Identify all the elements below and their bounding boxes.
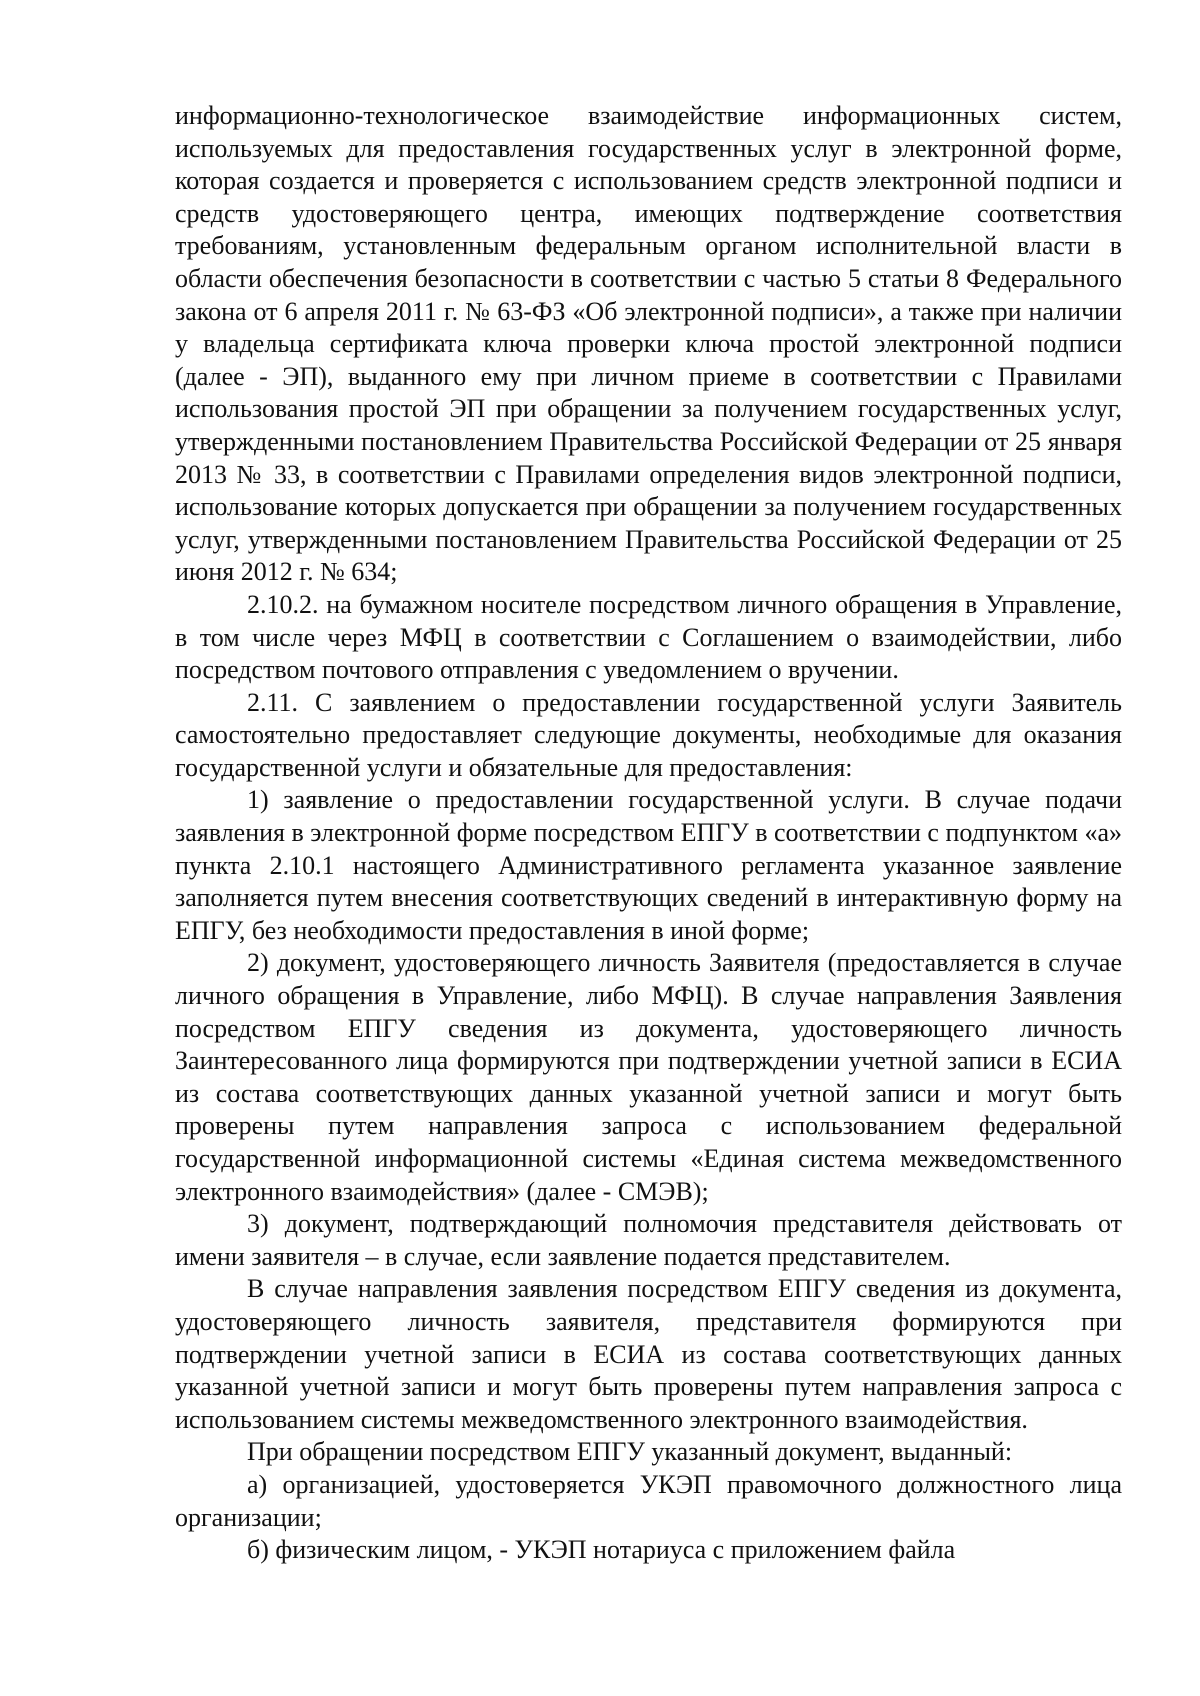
paragraph-epgu-identity: В случае направления заявления посредством ЕПГУ сведения из документа, удостоверяющего личность заявителя, представителя формируются при подтверждении учетной записи в ЕСИА из состава соответствующих данных указанной учетной записи и могут быть проверены путем направления запроса с использованием системы межведомственного электронного взаимодействия.	[175, 1274, 1122, 1434]
paragraph-2-11: 2.11. С заявлением о предоставлении государственной услуги Заявитель самостоятельно предоставляет следующие документы, необходимые для оказания государственной услуги и обязательные для предоставления:	[175, 687, 1122, 782]
paragraph-esign-continuation: информационно-технологическое взаимодействие информационных систем, используемых для предоставления государственных услуг в электронной форме, которая создается и проверяется с использованием средств электронной подписи и средств удостоверяющего центра, имеющих подтверждение соответствия требованиям, установленным федеральным органом исполнительной власти в области обеспечения безопасности в соответствии с частью 5 статьи 8 Федерального закона от 6 апреля 2011 г. № 63-ФЗ «Об электронной подписи», а также при наличии у владельца сертификата ключа проверки ключа простой электронной подписи (далее - ЭП), выданного ему при личном приеме в соответствии с Правилами использования простой ЭП при обращении за получением государственных услуг, утвержденными постановлением Правительства Российской Федерации от 25 января 2013 № 33, в соответствии с Правилами определения видов электронной подписи, использование которых допускается при обращении за получением государственных услуг, утвержденными постановлением Правительства Российской Федерации от 25 июня 2012 г. № 634;	[175, 101, 1122, 587]
list-item-2: 2) документ, удостоверяющего личность Заявителя (предоставляется в случае личного обращения в Управление, либо МФЦ). В случае направления Заявления посредством ЕПГУ сведения из документа, удостоверяющего личность Заинтересованного лица формируются при подтверждении учетной записи в ЕСИА из состава соответствующих данных указанной учетной записи и могут быть проверены путем направления запроса с использованием федеральной государственной информационной системы «Единая система межведомственного электронного взаимодействия» (далее - СМЭВ);	[175, 948, 1122, 1206]
list-item-3: 3) документ, подтверждающий полномочия представителя действовать от имени заявителя – в случае, если заявление подается представителем.	[175, 1209, 1122, 1271]
paragraph-epgu-document: При обращении посредством ЕПГУ указанный документ, выданный:	[247, 1437, 1013, 1467]
list-item-1: 1) заявление о предоставлении государственной услуги. В случае подачи заявления в электронной форме посредством ЕПГУ в соответствии с подпунктом «а» пункта 2.10.1 настоящего Административного регламента указанное заявление заполняется путем внесения соответствующих сведений в интерактивную форму на ЕПГУ, без необходимости предоставления в иной форме;	[175, 785, 1122, 945]
list-item-a: а) организацией, удостоверяется УКЭП правомочного должностного лица организации;	[175, 1469, 1122, 1532]
document-text	[175, 100, 1122, 1567]
list-item-b: б) физическим лицом, - УКЭП нотариуса с приложением файла	[247, 1535, 956, 1565]
paragraph-2-10-2: 2.10.2. на бумажном носителе посредством личного обращения в Управление, в том числе через МФЦ в соответствии с Соглашением о взаимодействии, либо посредством почтового отправления с уведомлением о вручении.	[175, 589, 1122, 685]
